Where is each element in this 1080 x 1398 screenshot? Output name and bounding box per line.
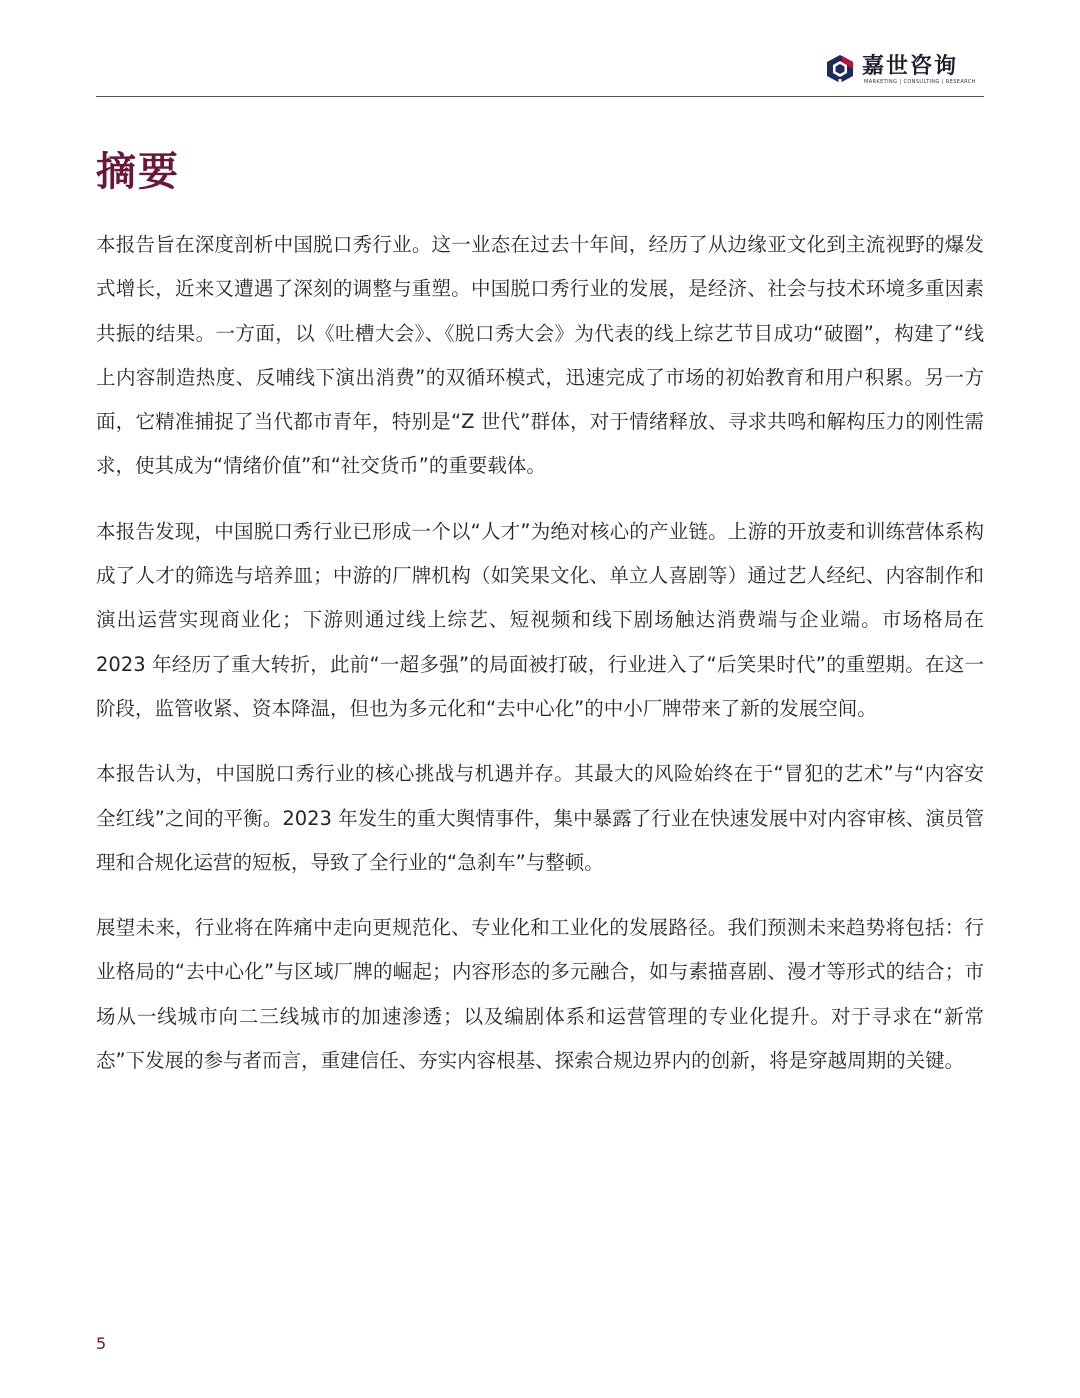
page-number: 5	[96, 1334, 107, 1353]
brand-name: 嘉世咨询	[862, 54, 959, 79]
brand-cube-icon	[824, 53, 856, 85]
paragraph-4: 展望未来，行业将在阵痛中走向更规范化、专业化和工业化的发展路径。我们预测未来趋势将包括：行业格局的“去中心化”与区域厂牌的崛起；内容形态的多元融合，如与素描喜剧、漫才等形式的结合；市场从一线城市向二三线城市的加速渗透；以及编剧体系和运营管理的专业化提升。对于寻求在“新常态”下发展的参与者而言，重建信任、夯实内容根基、探索合规边界内的创新，将是穿越周期的关键。	[96, 916, 984, 1073]
brand-tagline: MARKETING | CONSULTING | RESEARCH	[864, 79, 976, 85]
paragraph-1: 本报告旨在深度剖析中国脱口秀行业。这一业态在过去十年间，经历了从边缘亚文化到主流视野的爆发式增长，近来又遭遇了深刻的调整与重塑。中国脱口秀行业的发展，是经济、社会与技术环境多重因素共振的结果。一方面，以《吐槽大会》、《脱口秀大会》为代表的线上综艺节目成功“破圈”，构建了“线上内容制造热度、反哺线下演出消费”的双循环模式，迅速完成了市场的初始教育和用户积累。另一方面，它精准捕捉了当代都市青年，特别是“Z 世代”群体，对于情绪释放、寻求共鸣和解构压力的刚性需求，使其成为“情绪价值”和“社交货币”的重要载体。	[96, 233, 984, 478]
paragraph-2: 本报告发现，中国脱口秀行业已形成一个以“人才”为绝对核心的产业链。上游的开放麦和训练营体系构成了人才的筛选与培养皿；中游的厂牌机构（如笑果文化、单立人喜剧等）通过艺人经纪、内容制作和演出运营实现商业化；下游则通过线上综艺、短视频和线下剧场触达消费端与企业端。市场格局在 2023 年经历了重大转折，此前“一超多强”的局面被打破，行业进入了“后笑果时代”的重塑期。在这一阶段，监管收紧、资本降温，但也为多元化和“去中心化”的中小厂牌带来了新的发展空间。	[96, 519, 984, 720]
page-header	[96, 44, 984, 97]
brand-logo	[824, 49, 984, 91]
paragraph-3: 本报告认为，中国脱口秀行业的核心挑战与机遇并存。其最大的风险始终在于“冒犯的艺术”与“内容安全红线”之间的平衡。2023 年发生的重大舆情事件，集中暴露了行业在快速发展中对内容审核、演员管理和合规化运营的短板，导致了全行业的“急刹车”与整顿。	[96, 762, 984, 874]
page-title: 摘要	[96, 149, 180, 195]
abstract-body	[96, 223, 984, 1104]
